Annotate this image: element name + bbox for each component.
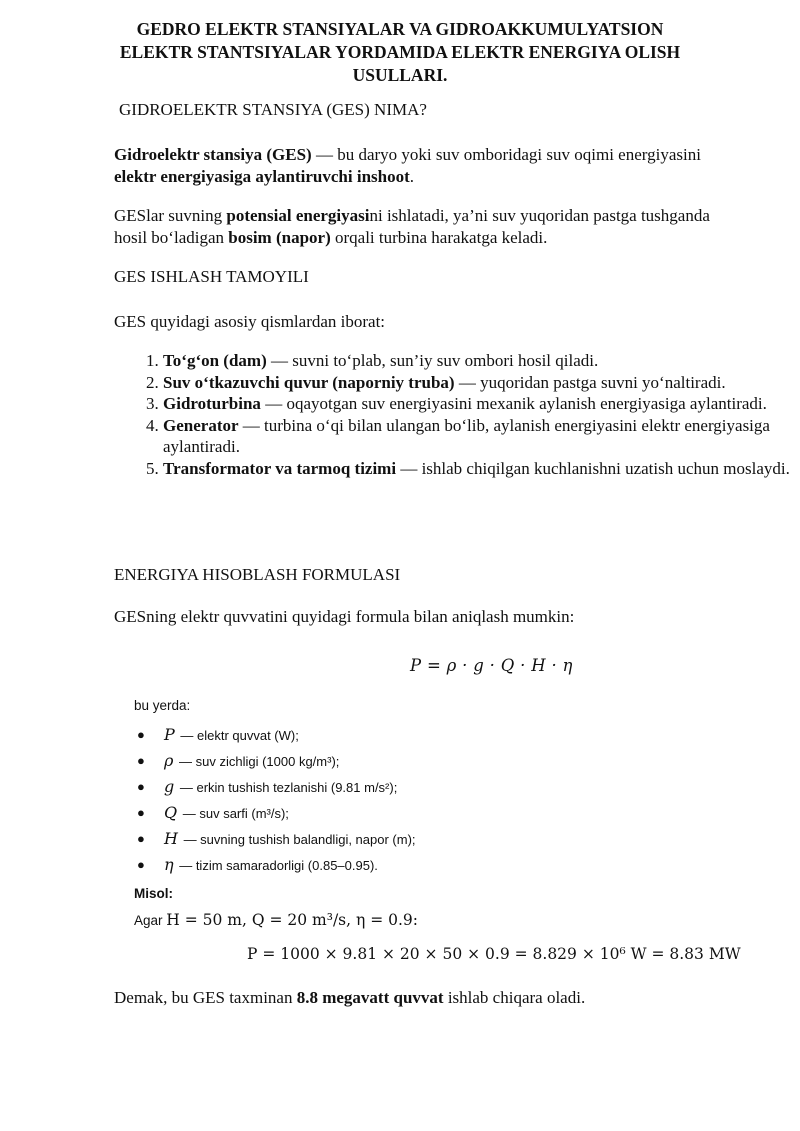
conclusion-highlight: 8.8 megavatt quvvat xyxy=(296,988,444,1007)
example-given xyxy=(134,911,418,929)
example-given-values: H = 50 m, Q = 20 m³/s, η = 0.9: xyxy=(166,911,418,929)
variable-description: — tizim samaradorligi (0.85–0.95). xyxy=(175,858,378,873)
conclusion-text-1: Demak, bu GES taxminan xyxy=(114,988,297,1007)
variable-symbol: H xyxy=(164,829,178,848)
variable-description: — suv sarfi (m³/s); xyxy=(179,806,289,821)
example-given-prefix: Agar xyxy=(134,913,167,928)
variable-symbol: Q xyxy=(164,803,178,822)
where-label: bu yerda: xyxy=(134,698,191,713)
example-calculation: P = 1000 × 9.81 × 20 × 50 × 0.9 = 8.829 × 10⁶ W = 8.83 MW xyxy=(247,945,741,963)
conclusion-text-2: ishlab chiqara oladi. xyxy=(443,988,586,1007)
document-title xyxy=(110,18,690,87)
part-name: Suv o‘tkazuvchi quvur (naporniy truba) xyxy=(163,372,455,392)
part-description: — turbina o‘qi bilan ulangan bo‘lib, aylanish energiyasini elektr energiyasiga aylantiradi. xyxy=(163,415,770,456)
variable-description: — suvning tushish balandligi, napor (m); xyxy=(179,832,416,847)
variables-list xyxy=(134,722,416,878)
potential-text-3: orqali turbina harakatga keladi. xyxy=(330,228,548,247)
list-item xyxy=(137,774,416,800)
term-potential-energy: potensial energiyasi xyxy=(226,206,370,225)
list-item xyxy=(163,372,800,394)
list-item xyxy=(137,800,416,826)
title-line-3: USULLARI. xyxy=(352,65,448,85)
part-name: Generator xyxy=(163,415,239,435)
power-formula: P = ρ · g · Q · H · η xyxy=(410,656,573,675)
list-item xyxy=(137,826,416,852)
paragraph-definition xyxy=(114,144,714,188)
part-description: — ishlab chiqilgan kuchlanishni uzatish uchun moslaydi. xyxy=(396,458,790,478)
potential-text-2: ni ishlatadi, ya’ni suv yuqoridan pastga tushganda hosil bo‘ladigan xyxy=(114,206,710,247)
part-description: — oqayotgan suv energiyasini mexanik aylanish energiyasiga aylantiradi. xyxy=(260,394,767,413)
title-line-1: GEDRO ELEKTR STANSIYALAR VA GIDROAKKUMULYATSION xyxy=(136,19,664,39)
parts-intro: GES quyidagi asosiy qismlardan iborat: xyxy=(114,312,386,331)
part-description: — yuqoridan pastga suvni yo‘naltiradi. xyxy=(454,372,726,392)
list-item xyxy=(163,415,800,458)
paragraph-potential-energy xyxy=(114,205,714,249)
heading-formula: ENERGIYA HISOBLASH FORMULASI xyxy=(114,565,401,584)
part-name: Transformator va tarmoq tizimi xyxy=(163,458,397,478)
list-item xyxy=(163,393,800,415)
list-item xyxy=(137,852,416,878)
list-item xyxy=(137,748,416,774)
variable-description: — erkin tushish tezlanishi (9.81 m/s²); xyxy=(176,780,398,795)
list-item xyxy=(163,458,800,480)
bullet-icon: ● xyxy=(137,857,145,872)
example-label: Misol: xyxy=(134,886,173,901)
variable-symbol: ρ xyxy=(164,751,174,770)
bullet-icon: ● xyxy=(137,831,145,846)
title-line-2: ELEKTR STANTSIYALAR YORDAMIDA ELEKTR ENERGIYA OLISH xyxy=(119,42,681,62)
variable-symbol: g xyxy=(164,777,175,796)
term-pressure: bosim (napor) xyxy=(228,228,331,247)
potential-text-1: GESlar suvning xyxy=(114,206,227,225)
term-ges: Gidroelektr stansiya (GES) xyxy=(114,145,312,164)
definition-text-1: — bu daryo yoki suv omboridagi suv oqimi energiyasini xyxy=(311,145,701,164)
variable-symbol: P xyxy=(164,725,175,744)
list-item xyxy=(163,350,800,372)
part-name: To‘g‘on (dam) xyxy=(163,351,267,370)
part-name: Gidroturbina xyxy=(163,394,261,413)
bullet-icon: ● xyxy=(137,753,145,768)
bullet-icon: ● xyxy=(137,779,145,794)
definition-text-2: . xyxy=(409,167,415,186)
parts-list xyxy=(114,350,800,479)
conclusion xyxy=(114,987,714,1009)
bullet-icon: ● xyxy=(137,727,145,742)
list-item xyxy=(137,722,416,748)
part-description: — suvni to‘plab, sun’iy suv ombori hosil qiladi. xyxy=(266,351,599,370)
variable-description: — elektr quvvat (W); xyxy=(176,728,299,743)
heading-what-is-ges: GIDROELEKTR STANSIYA (GES) NIMA? xyxy=(119,100,427,119)
variable-symbol: η xyxy=(164,855,174,874)
bullet-icon: ● xyxy=(137,805,145,820)
formula-intro: GESning elektr quvvatini quyidagi formula bilan aniqlash mumkin: xyxy=(114,607,575,626)
variable-description: — suv zichligi (1000 kg/m³); xyxy=(175,754,340,769)
term-conversion: elektr energiyasiga aylantiruvchi inshoot xyxy=(114,167,410,186)
heading-working-principle: GES ISHLASH TAMOYILI xyxy=(114,267,309,286)
